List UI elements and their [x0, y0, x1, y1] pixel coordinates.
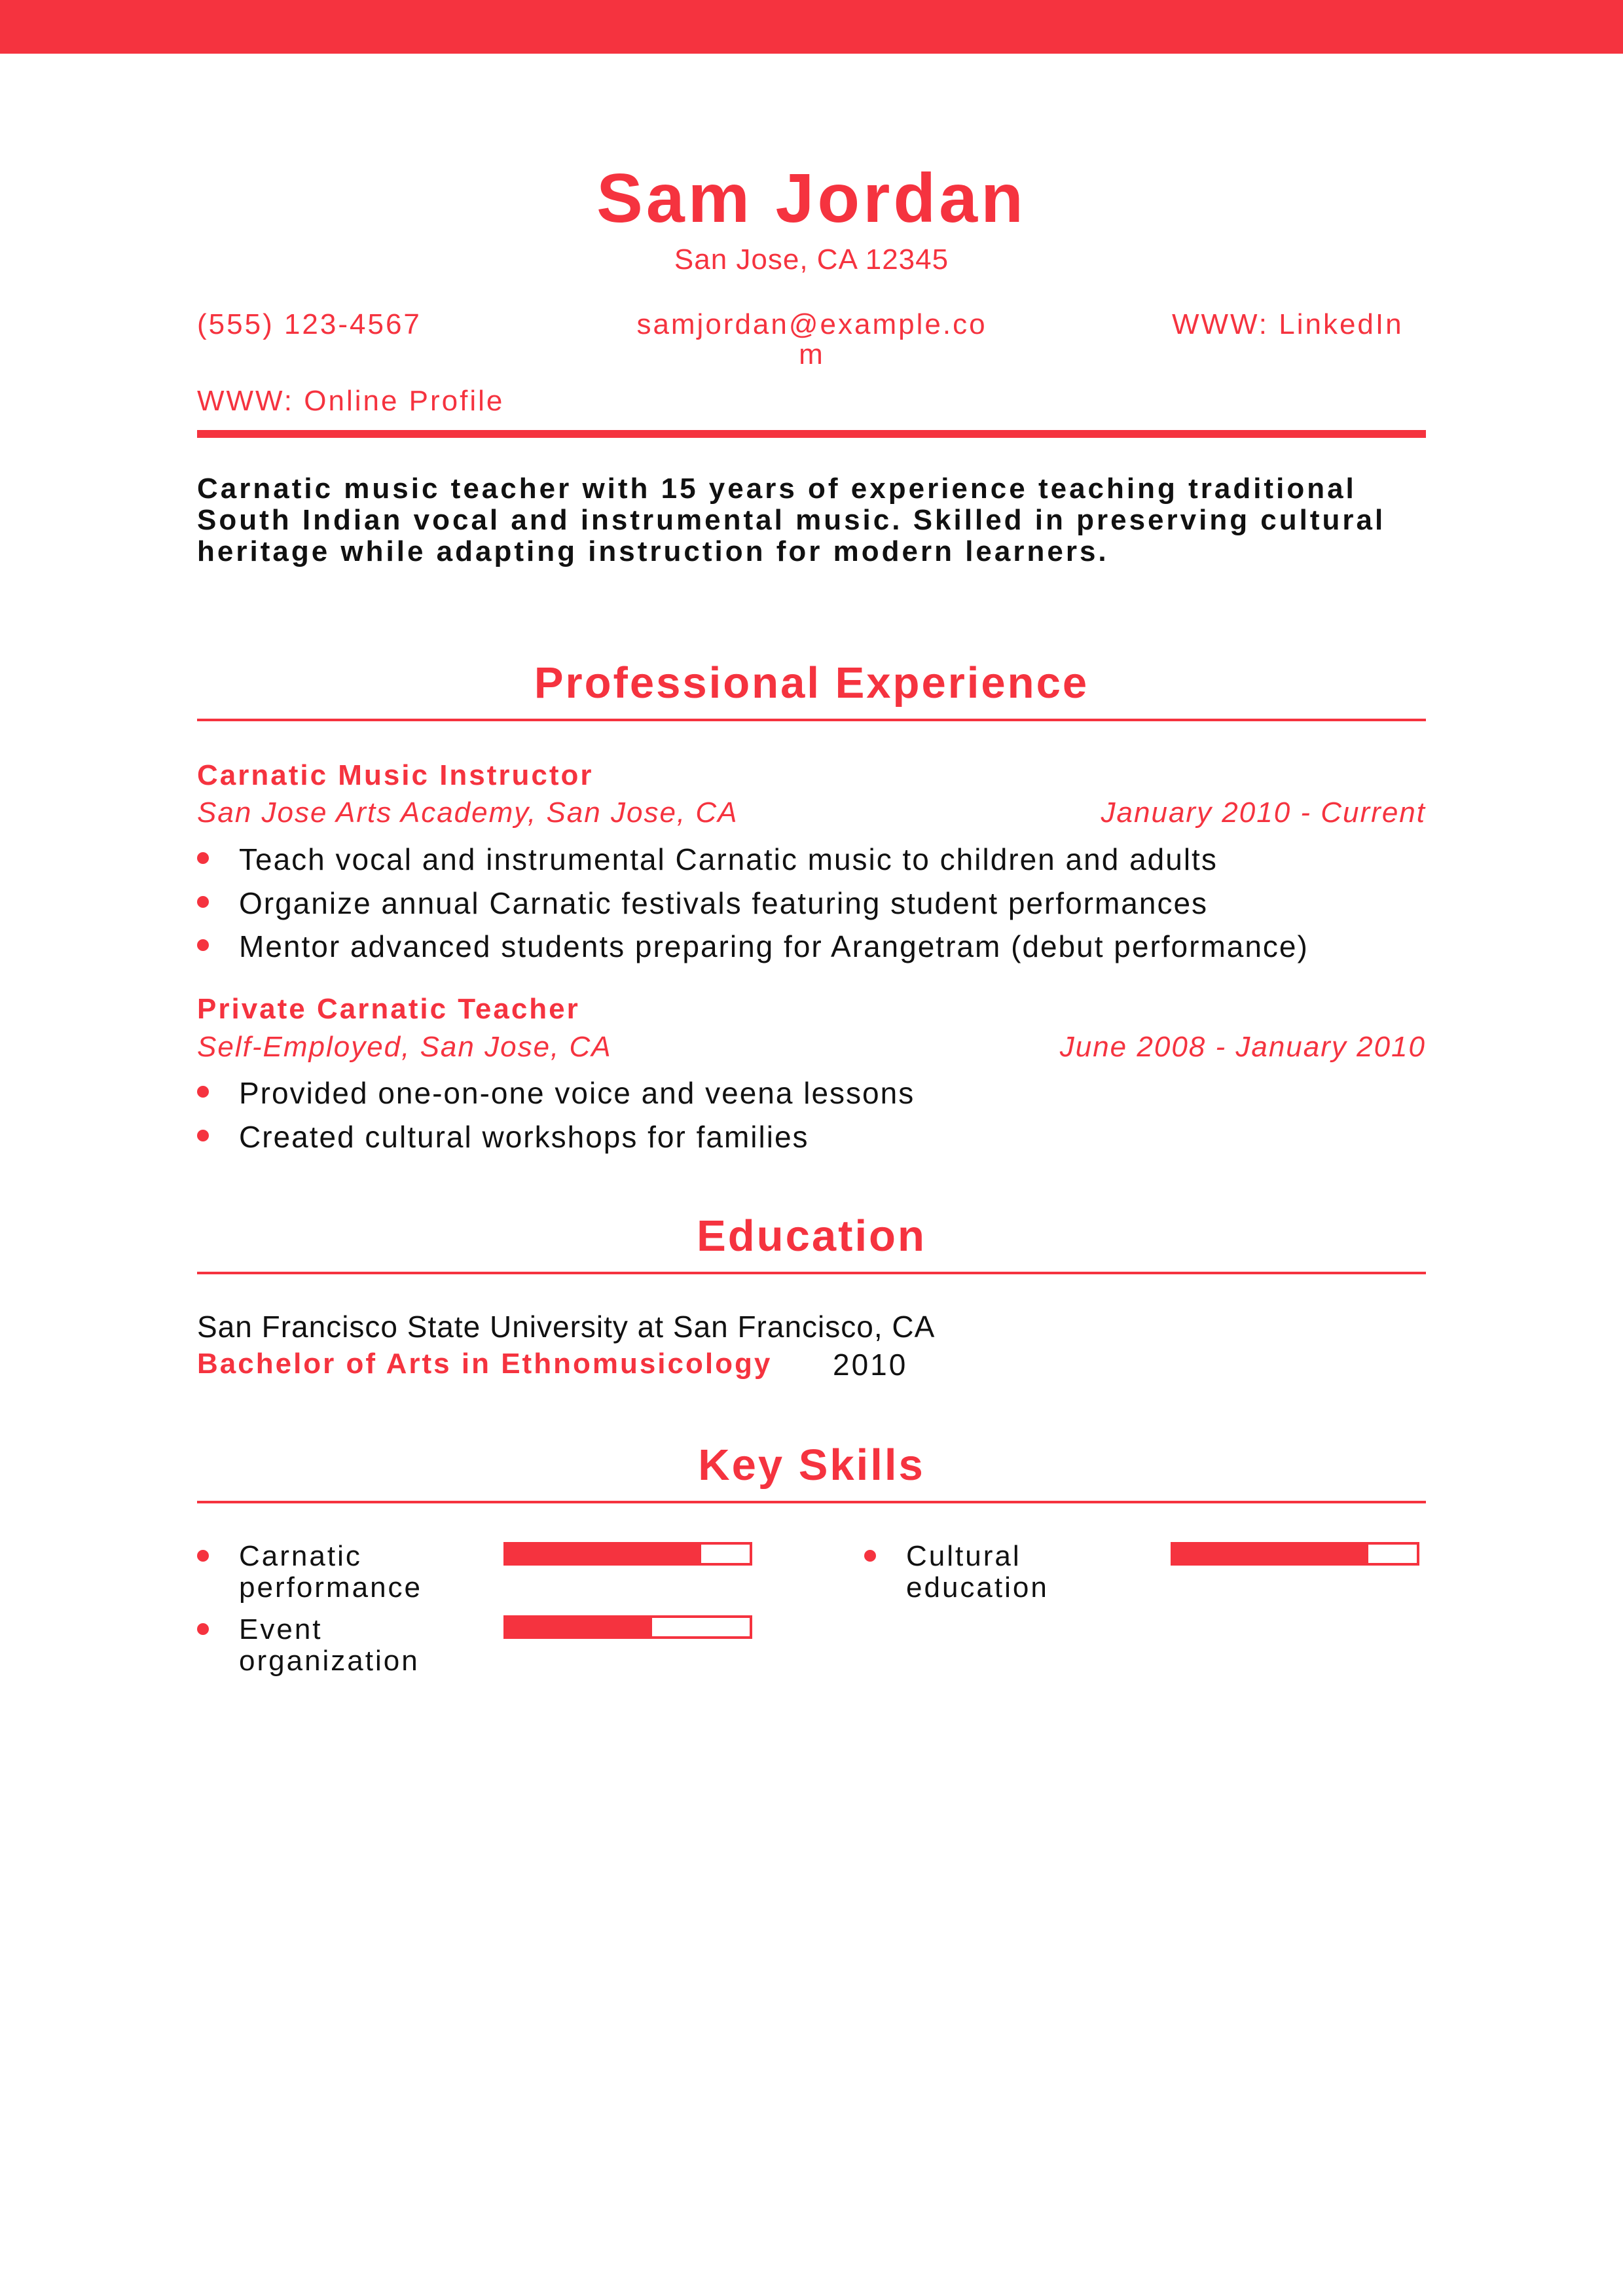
education-divider	[197, 1272, 1426, 1274]
experience-divider	[197, 719, 1426, 721]
skill-item	[197, 1541, 760, 1619]
skills-heading: Key Skills	[698, 1441, 925, 1490]
bullet-icon	[197, 1623, 209, 1635]
top-accent-bar	[0, 0, 1623, 54]
bullet-icon	[197, 1130, 209, 1141]
job-title: Private Carnatic Teacher	[197, 993, 580, 1025]
skill-label: Event organization	[239, 1613, 420, 1677]
skills-divider	[197, 1501, 1426, 1503]
bullet-icon	[197, 896, 209, 908]
list-item-text: Mentor advanced students preparing for Arangetram (debut performance)	[239, 929, 1309, 963]
bullet-icon	[864, 1550, 876, 1562]
list-item-text: Provided one-on-one voice and veena lessons	[239, 1076, 915, 1110]
job-dates: January 2010 - Current	[1101, 797, 1426, 829]
bullet-icon	[197, 939, 209, 951]
education-school: San Francisco State University at San Francisco, CA	[197, 1310, 936, 1344]
education-degree: Bachelor of Arts in Ethnomusicology	[197, 1348, 773, 1380]
skill-level-fill	[506, 1618, 652, 1636]
list-item-text: Organize annual Carnatic festivals featuring student performances	[239, 886, 1209, 920]
skill-label: Carnatic performance	[239, 1540, 423, 1604]
job-title: Carnatic Music Instructor	[197, 759, 594, 791]
job-dates: June 2008 - January 2010	[1059, 1031, 1426, 1063]
bullet-icon	[197, 1550, 209, 1562]
contact-online-profile-link[interactable]: WWW: Online Profile	[197, 385, 505, 417]
skill-item	[864, 1541, 1427, 1619]
candidate-address: San Jose, CA 12345	[674, 243, 949, 276]
skill-level-bar	[503, 1542, 752, 1566]
skill-label: Cultural education	[906, 1540, 1049, 1604]
contact-linkedin-link[interactable]: WWW: LinkedIn	[1172, 308, 1404, 340]
experience-heading: Professional Experience	[534, 658, 1089, 708]
skill-level-bar	[1171, 1542, 1419, 1566]
list-item-text: Created cultural workshops for families	[239, 1120, 809, 1154]
education-heading: Education	[697, 1211, 926, 1261]
header-divider	[197, 430, 1426, 438]
skill-level-fill	[506, 1545, 701, 1563]
contact-phone[interactable]: (555) 123-4567	[197, 308, 422, 340]
job-organization: Self-Employed, San Jose, CA	[197, 1031, 612, 1063]
skill-level-fill	[1173, 1545, 1368, 1563]
bullet-icon	[197, 852, 209, 864]
skill-item	[197, 1614, 760, 1693]
skill-level-bar	[503, 1615, 752, 1639]
contact-email[interactable]: samjordan@example.com	[636, 308, 987, 371]
list-item-text: Teach vocal and instrumental Carnatic music to children and adults	[239, 842, 1218, 876]
education-year: 2010	[833, 1348, 908, 1382]
job-organization: San Jose Arts Academy, San Jose, CA	[197, 797, 739, 829]
bullet-icon	[197, 1086, 209, 1098]
professional-summary: Carnatic music teacher with 15 years of experience teaching traditional South Indian vocal and instrumental music. Skilled in preserving cultural heritage while adapting instruction for modern learners.	[197, 473, 1386, 567]
candidate-name: Sam Jordan	[596, 160, 1027, 237]
